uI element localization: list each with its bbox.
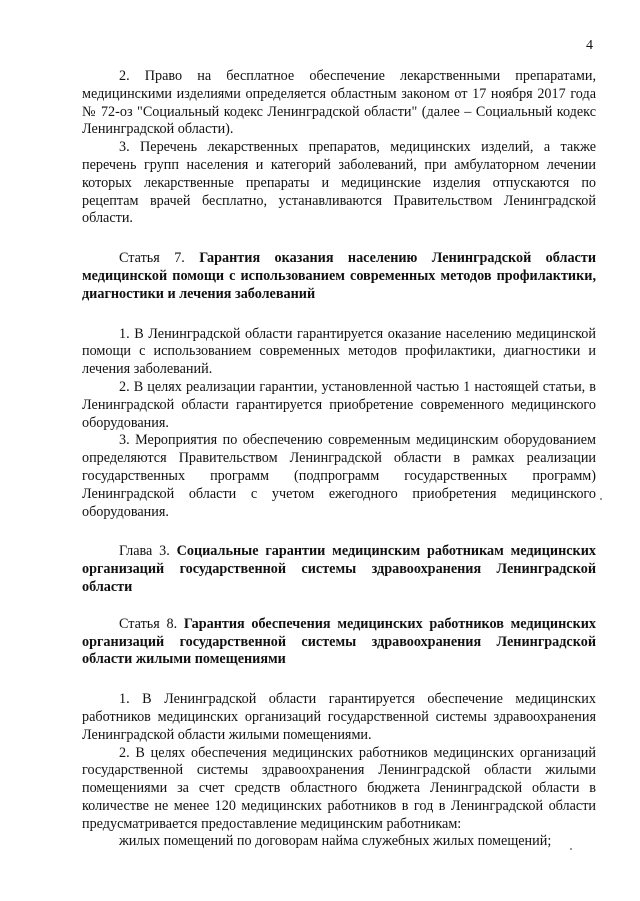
paragraph-art8-part2: 2. В целях обеспечения медицинских работников медицинских организаций государственной системы здравоохранения Ленинградской области жилыми помещениями за счет средств областного бюджета Ленинградской области в количестве не менее 120 медицинских работников в год в Ленинградской области предусматривается предоставление медицинским работникам:	[82, 744, 596, 832]
article-8-title: Гарантия обеспечения медицинских работников медицинских организаций государственной системы здравоохранения Ленинградской области жилыми помещениями	[82, 615, 597, 668]
paragraph-art8-list-item: жилых помещений по договорам найма служебных жилых помещений;	[119, 833, 552, 850]
scan-speck	[570, 848, 572, 850]
paragraph-art7-part1: 1. В Ленинградской области гарантируется оказание населению медицинской помощи с использованием современных методов профилактики, диагностики и лечения заболеваний.	[82, 325, 596, 378]
article-8-heading	[82, 616, 596, 669]
paragraph-art6-part2: 2. Право на бесплатное обеспечение лекарственными препаратами, медицинскими изделиями определяется областным законом от 17 ноября 2017 года № 72-оз "Социальный кодекс Ленинградской области" (далее – Социальный кодекс Ленинградской области).	[82, 68, 596, 138]
scan-speck	[600, 498, 602, 500]
article-7-title: Гарантия оказания населению Ленинградской области медицинской помощи с использованием современных методов профилактики, диагностики и лечения заболеваний	[82, 250, 597, 302]
paragraph-art6-part3: 3. Перечень лекарственных препаратов, медицинских изделий, а также перечень групп населения и категорий заболеваний, при амбулаторном лечении которых лекарственные препараты и медицинские изделия отпускаются по рецептам врачей бесплатно, устанавливаются Правительством Ленинградской области.	[82, 139, 596, 227]
article-8-label: Статья 8.	[119, 615, 178, 632]
chapter-3-title: Социальные гарантии медицинским работникам медицинских организаций государственной системы здравоохранения Ленинградской области	[82, 543, 596, 595]
paragraph-art7-part3: 3. Мероприятия по обеспечению современным медицинским оборудованием определяются Правительством Ленинградской области в рамках реализации государственных программ (подпрограмм государственных программ) Ленинградской области с учетом ежегодного приобретения медицинского оборудования.	[82, 432, 596, 520]
paragraph-art8-part1: 1. В Ленинградской области гарантируется обеспечение медицинских работников медицинских организаций государственной системы здравоохранения Ленинградской области жилыми помещениями.	[82, 691, 596, 743]
article-7-label: Статья 7.	[119, 250, 185, 267]
chapter-3-heading	[82, 543, 596, 596]
paragraph-art7-part2: 2. В целях реализации гарантии, установленной частью 1 настоящей статьи, в Ленинградской области гарантируется приобретение современного медицинского оборудования.	[82, 378, 596, 431]
document-body	[82, 68, 596, 851]
chapter-3-label: Глава 3.	[119, 543, 170, 560]
article-7-heading	[82, 250, 596, 303]
page-number: 4	[586, 38, 593, 53]
